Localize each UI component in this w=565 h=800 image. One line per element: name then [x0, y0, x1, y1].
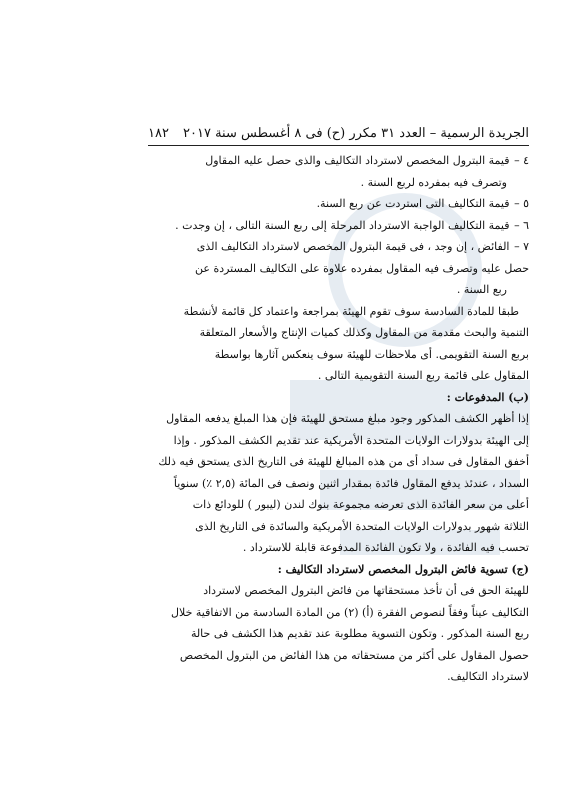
list-item [150, 236, 529, 258]
item-number: ٤ – [514, 154, 529, 167]
paragraph-line: المقاول على قائمة ربع السنة التقويمية التالى . [317, 369, 529, 382]
document-body [150, 150, 529, 688]
paragraph-line: أعلى من سعر الفائدة الذى تعرضه مجموعة بنوك لندن (ليبور ) للودائع ذات [192, 498, 529, 511]
paragraph-line: التنمية والبحث مقدمة من المقاول وكذلك كميات الإنتاج والأسعار المتعلقة [199, 326, 529, 339]
section-heading: (ب) المدفوعات : [446, 390, 529, 404]
item-number: ٧ – [514, 240, 529, 253]
item-text: قيمة البترول المخصص لاسترداد التكاليف والذى حصل عليه المقاول [205, 154, 510, 167]
header-rule [148, 145, 529, 146]
paragraph-line: السداد ، عندئذ يدفع المقاول فائدة بمقدار اثنين ونصف فى المائة (٢,٥ ٪) سنوياً [173, 476, 529, 490]
item-number: ٦ – [514, 218, 529, 232]
item-text: قيمة التكاليف التى استردت عن ربع السنة. [316, 197, 510, 210]
paragraph-line: التكاليف عيناً وفقاً لنصوص الفقرة (أ) (٢) من المادة السادسة من الاتفاقية خلال [171, 605, 529, 619]
paragraph-line: أخفق المقاول فى سداد أى من هذه المبالغ للهيئة فى التاريخ الذى يستحق فيه ذلك [158, 455, 529, 468]
list-item [150, 150, 529, 172]
section-heading: (ج) تسوية فائض البترول المخصص لاسترداد التكاليف : [277, 562, 529, 576]
paragraph-line: بربع السنة التقويمى. أى ملاحظات للهيئة سوف ينعكس آثارها بواسطة [214, 347, 529, 361]
paragraph-line: تحسب فيه الفائدة ، ولا تكون الفائدة المدفوعة قابلة للاسترداد . [242, 541, 529, 554]
paragraph-line: إلى الهيئة بدولارات الولايات المتحدة الأمريكية عند تقديم الكشف المذكور . وإذا [173, 433, 529, 447]
list-item [150, 215, 529, 237]
item-continuation: وتصرف فيه بمفرده لربع السنة . [360, 175, 507, 189]
header-title: الجريدة الرسمية – العدد ٣١ مكرر (ح) فى ٨ أغسطس سنة ٢٠١٧ [183, 126, 529, 141]
paragraph-line: الثلاثة شهور بدولارات الولايات المتحدة الأمريكية والسائدة فى التاريخ الذى [195, 519, 529, 533]
page-header [148, 126, 529, 141]
list-item [150, 193, 529, 215]
item-continuation: حصل عليه وتصرف فيه المقاول بمفرده علاوة على التكاليف المستردة عن [195, 261, 529, 275]
paragraph-line: ربع السنة المذكور . وتكون التسوية مطلوبة عند تقديم هذا الكشف فى حالة [190, 627, 529, 640]
paragraph-line: حصول المقاول على أكثر من مستحقاته من هذا الفائض من البترول المخصص [179, 648, 529, 662]
item-text: قيمة التكاليف الواجبة الاسترداد المرحلة إلى ربع السنة التالى ، إن وجدت . [175, 218, 510, 232]
item-text: الفائض ، إن وجد ، فى قيمة البترول المخصص لاسترداد التكاليف الذى [196, 240, 510, 253]
paragraph-line: إذا أظهر الكشف المذكور وجود مبلغ مستحق للهيئة فإن هذا المبلغ يدفعه المقاول [166, 412, 529, 425]
paragraph-line: طبقا للمادة السادسة سوف تقوم الهيئة بمراجعة واعتماد كل قائمة لأنشطة [183, 304, 519, 318]
paragraph-line: لاسترداد التكاليف. [447, 670, 529, 683]
item-continuation: ربع السنة . [456, 283, 507, 296]
paragraph-line: للهيئة الحق فى أن تأخذ مستحقاتها من فائض البترول المخصص لاسترداد [203, 584, 529, 597]
page-number: ١٨٢ [148, 126, 169, 141]
item-number: ٥ – [514, 197, 529, 210]
